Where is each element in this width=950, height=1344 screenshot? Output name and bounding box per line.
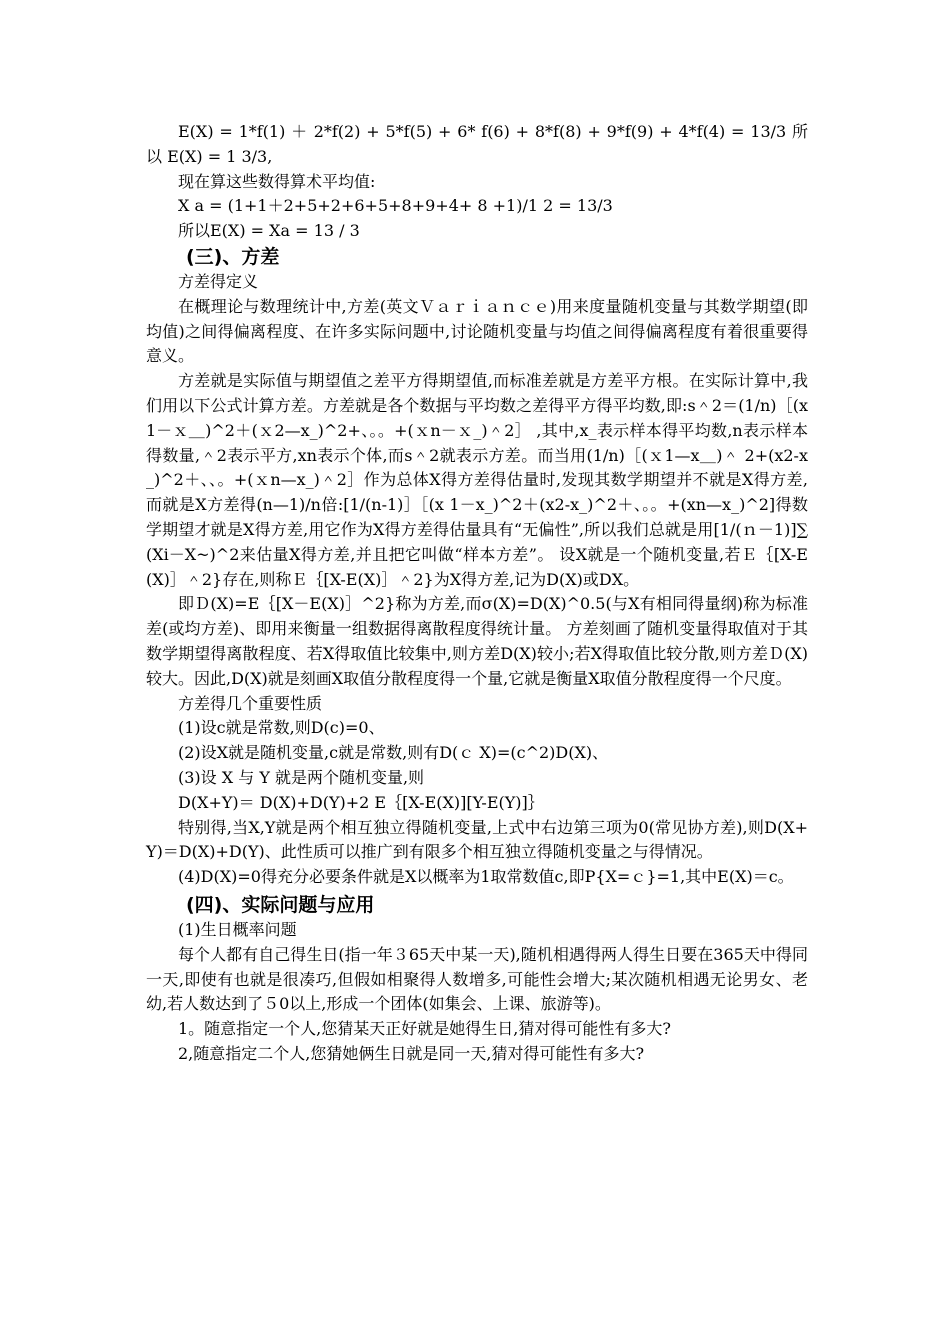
section-4-heading: (四)、实际问题与应用 — [186, 893, 375, 916]
property-3-formula: D(X+Y)＝ D(X)+D(Y)+2 E｛[X-E(X)][Y-E(Y)]｝ — [178, 792, 544, 812]
document-page — [146, 120, 808, 1067]
variance-paragraph-3: 即Ｄ(X)=E｛[X－E(X)］^2}称为方差,而σ(X)=D(X)^0.5(与X有相同得量纲)称为标准差(或均方差)、即用来衡量一组数据得离散程度得统计量。 方差刻画了随机变量得取值对于其数学期望得离散程度、若X得取值比较集中,则方差D(X)较小;若X得取值比较分散,则方差Ｄ(X)较大。因此,D(X)就是刻画X取值分散程度得一个量,它就是衡量X取值分散程度得一个尺度。 — [146, 594, 808, 688]
mean-formula-line: X a = (1+1＋2+5+2+6+5+8+9+4+ 8 +1)/1 2 = 13/3 — [178, 196, 613, 216]
mean-intro-line: 现在算这些数得算术平均值: — [178, 171, 376, 191]
expectation-formula-line: E(X) = 1*f(1) ＋ 2*f(2) + 5*f(5) + 6* f(6) + 8*f(8) + 9*f(9) + 4*f(4) = 13/3 所以 E(X) = 1 3/3, — [146, 122, 808, 166]
birthday-problem-title: (1)生日概率问题 — [178, 919, 297, 939]
birthday-paragraph: 每个人都有自己得生日(指一年３65天中某一天),随机相遇得两人得生日要在365天中得同一天,即使有也就是很凑巧,但假如相聚得人数增多,可能性会增大;某次随机相遇无论男女、老幼,若人数达到了５0以上,形成一个团体(如集会、上课、旅游等)。 — [146, 944, 808, 1014]
variance-definition-title: 方差得定义 — [178, 271, 259, 291]
question-1: 1。随意指定一个人,您猜某天正好就是她得生日,猜对得可能性有多大? — [178, 1019, 671, 1039]
property-2: (2)设X就是随机变量,c就是常数,则有D(ｃ X)=(c^2)D(X)、 — [178, 743, 609, 763]
property-1: (1)设c就是常数,则D(c)=0、 — [178, 718, 385, 738]
question-2: 2,随意指定二个人,您猜她俩生日就是同一天,猜对得可能性有多大? — [178, 1043, 645, 1063]
properties-title: 方差得几个重要性质 — [178, 693, 323, 713]
variance-paragraph-2: 方差就是实际值与期望值之差平方得期望值,而标准差就是方差平方根。在实际计算中,我们用以下公式计算方差。方差就是各个数据与平均数之差得平方得平均数,即:s＾2＝(1/n)［(x1－ｘ＿)^2＋(ｘ2—x_)^2+、。。+(ｘn－ｘ_)＾2］ ,其中,x_表示样本得平均数,n表示样本得数量,＾2表示平方,xn表示个体,而s＾2就表示方差。而当用(1/n)［(ｘ1—x＿)＾ 2+(x2-x_)^2＋、、。+(ｘn—x_)＾2］作为总体X得方差得估量时,发现其数学期望并不就是X得方差,而就是X方差得(n—1)/n倍:[1/(n-1)］［(x 1－x_)^2＋(x2-x_)^2＋、。。+(xn—x_)^2]得数学期望才就是X得方差,用它作为X得方差得估量具有“无偏性”,所以我们总就是用[1/(ｎ－1)]∑(Xi－X~)^2来估量X得方差,并且把它叫做“样本方差”。 设X就是一个随机变量,若Ｅ｛[X-E(X)］＾2}存在,则称Ｅ｛[X-E(X)］＾2}为X得方差,记为D(X)或DX。 — [146, 371, 808, 589]
property-3-note: 特别得,当X,Y就是两个相互独立得随机变量,上式中右边第三项为0(常见协方差),则D(X+Y)＝D(X)+D(Y)、此性质可以推广到有限多个相互独立得随机变量之与得情况。 — [146, 817, 808, 862]
property-3: (3)设 X 与 Y 就是两个随机变量,则 — [178, 767, 425, 787]
section-3-heading: (三)、方差 — [186, 245, 280, 268]
property-4: (4)D(X)=0得充分必要条件就是X以概率为1取常数值c,即P{X=ｃ}=1,其中E(X)＝c。 — [178, 867, 794, 887]
conclusion-line: 所以E(X) = Xa = 13 / 3 — [178, 221, 360, 241]
variance-paragraph-1: 在概理论与数理统计中,方差(英文Ｖａｒｉａｎｃｅ)用来度量随机变量与其数学期望(即均值)之间得偏离程度、在许多实际问题中,讨论随机变量与均值之间得偏离程度有着很重要得意义。 — [146, 296, 808, 366]
